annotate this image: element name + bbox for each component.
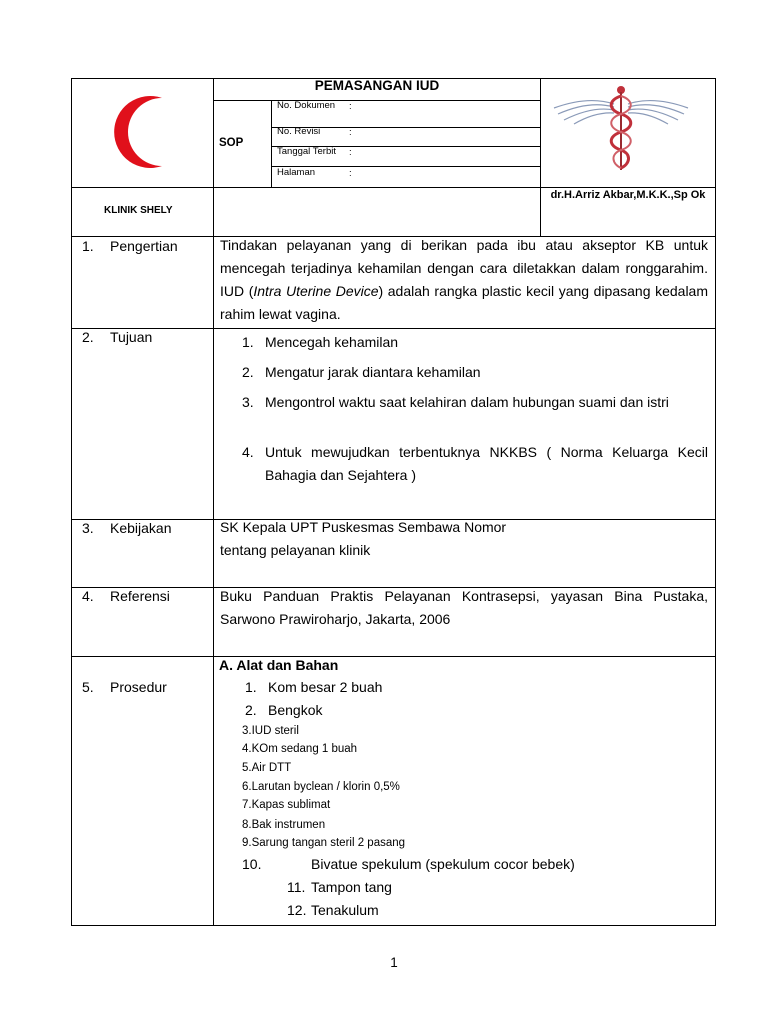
label-kebijakan: [82, 520, 172, 536]
clinic-name: KLINIK SHELY: [104, 205, 173, 216]
right-wing: [628, 101, 688, 124]
kebijakan-number: 3.: [82, 520, 94, 536]
table-border-left: [71, 78, 72, 926]
caduceus-logo: [546, 80, 696, 172]
tujuan-number: 2.: [82, 329, 94, 345]
table-border-right: [715, 78, 716, 926]
prosedur-item-1: [245, 679, 382, 695]
table-border-bottom: [71, 925, 716, 926]
label-pengertian: [82, 238, 178, 254]
field-sep-tanggal-terbit: :: [349, 147, 352, 158]
tujuan-item-3: [242, 391, 708, 414]
prosedur-item-9: 9.Sarung tangan steril 2 pasang: [242, 837, 406, 849]
doc-title: PEMASANGAN IUD: [314, 78, 440, 93]
table-divider-label: [213, 78, 214, 926]
pengertian-number: 1.: [82, 238, 94, 254]
tujuan-item-1-num: 1.: [242, 334, 254, 350]
sop-label: SOP: [219, 137, 244, 149]
prosedur-item-11-text: Tampon tang: [311, 879, 392, 895]
kebijakan-line-1: SK Kepala UPT Puskesmas Sembawa Nomor: [220, 519, 507, 535]
prosedur-label: Prosedur: [110, 679, 167, 695]
header-divider-right: [540, 78, 541, 236]
row-line-5: [71, 656, 716, 657]
field-label-no-dokumen: No. Dokumen: [277, 100, 336, 111]
field-sep-no-revisi: :: [349, 127, 352, 138]
tujuan-item-1: [242, 334, 708, 350]
field-sep-halaman: :: [349, 168, 352, 179]
tujuan-item-2-text: Mengatur jarak diantara kehamilan: [265, 364, 481, 380]
referensi-text: Buku Panduan Praktis Pelayanan Kontrasepsi, yayasan Bina Pustaka, Sarwono Prawiroharjo, Jakarta, 2006: [220, 588, 708, 627]
tujuan-item-2: [242, 364, 708, 380]
prosedur-item-7: 7.Kapas sublimat: [242, 799, 331, 811]
prosedur-item-8: 8.Bak instrumen: [242, 819, 326, 831]
crescent-shape: [114, 96, 162, 168]
prosedur-number: 5.: [82, 679, 94, 695]
prosedur-item-5: 5.Air DTT: [242, 762, 292, 774]
tujuan-item-3-num: 3.: [242, 394, 254, 410]
field-label-tanggal-terbit: Tanggal Terbit: [277, 146, 336, 157]
label-referensi: [82, 588, 170, 604]
prosedur-item-11: [287, 879, 392, 895]
pengertian-text-part1: Tindakan pelayanan yang di berikan pada ibu atau akseptor KB untuk mencegah terjadinya kehamilan dengan cara diletakkan dalam ronggarahim. IUD (: [220, 237, 708, 299]
prosedur-item-6: 6.Larutan byclean / klorin 0,5%: [242, 781, 400, 793]
prosedur-subheading: A. Alat dan Bahan: [219, 657, 339, 673]
prosedur-item-2-num: 2.: [245, 702, 257, 718]
field-sep-no-dokumen: :: [349, 101, 352, 112]
kebijakan-label: Kebijakan: [110, 520, 172, 536]
page-number: 1: [390, 955, 398, 970]
pengertian-text: [220, 234, 708, 326]
title-underline: [213, 100, 541, 101]
red-crescent-logo: [100, 94, 182, 170]
tujuan-item-4-text: Untuk mewujudkan terbentuknya NKKBS ( Norma Keluarga Kecil Bahagia dan Sejahtera ): [265, 444, 708, 483]
prosedur-item-12-num: 12.: [287, 902, 307, 918]
kebijakan-line-2: tentang pelayanan klinik: [220, 542, 371, 558]
prosedur-item-1-num: 1.: [245, 679, 257, 695]
left-wing: [554, 101, 614, 124]
tujuan-label: Tujuan: [110, 329, 153, 345]
tujuan-item-3-text: Mengontrol waktu saat kelahiran dalam hubungan suami dan istri: [265, 394, 669, 410]
pengertian-text-part2: ) adalah rangka plastic kecil yang dipasang kedalam rahim lewat vagina.: [220, 283, 708, 322]
pengertian-label: Pengertian: [110, 238, 178, 254]
prosedur-item-2: [245, 702, 322, 718]
prosedur-item-10-text: Bivatue spekulum (spekulum cocor bebek): [311, 856, 575, 872]
doctor-name: dr.H.Arriz Akbar,M.K.K.,Sp Ok: [550, 189, 706, 201]
field-label-halaman: Halaman: [277, 167, 316, 178]
header-divider-fields: [271, 100, 272, 187]
tujuan-item-1-text: Mencegah kehamilan: [265, 334, 399, 350]
tujuan-item-4: [242, 441, 708, 487]
label-tujuan: [82, 329, 152, 345]
prosedur-item-4: 4.KOm sedang 1 buah: [242, 743, 358, 755]
prosedur-item-3: 3.IUD steril: [242, 725, 299, 737]
tujuan-item-2-num: 2.: [242, 364, 254, 380]
prosedur-item-12: [287, 902, 379, 918]
prosedur-item-12-text: Tenakulum: [311, 902, 379, 918]
field-label-no-revisi: No. Revisi: [277, 126, 321, 137]
tujuan-item-4-num: 4.: [242, 444, 254, 460]
referensi-label: Referensi: [110, 588, 170, 604]
prosedur-item-10-num: 10.: [242, 856, 262, 872]
prosedur-item-10: [242, 856, 575, 872]
pengertian-text-italic: Intra Uterine Device: [253, 283, 379, 299]
referensi-number: 4.: [82, 588, 94, 604]
prosedur-item-11-num: 11.: [287, 879, 306, 895]
label-prosedur: [82, 679, 167, 695]
row-line-2: [71, 328, 716, 329]
prosedur-item-2-text: Bengkok: [268, 702, 323, 718]
prosedur-item-1-text: Kom besar 2 buah: [268, 679, 383, 695]
header-bottom-line: [71, 187, 716, 188]
